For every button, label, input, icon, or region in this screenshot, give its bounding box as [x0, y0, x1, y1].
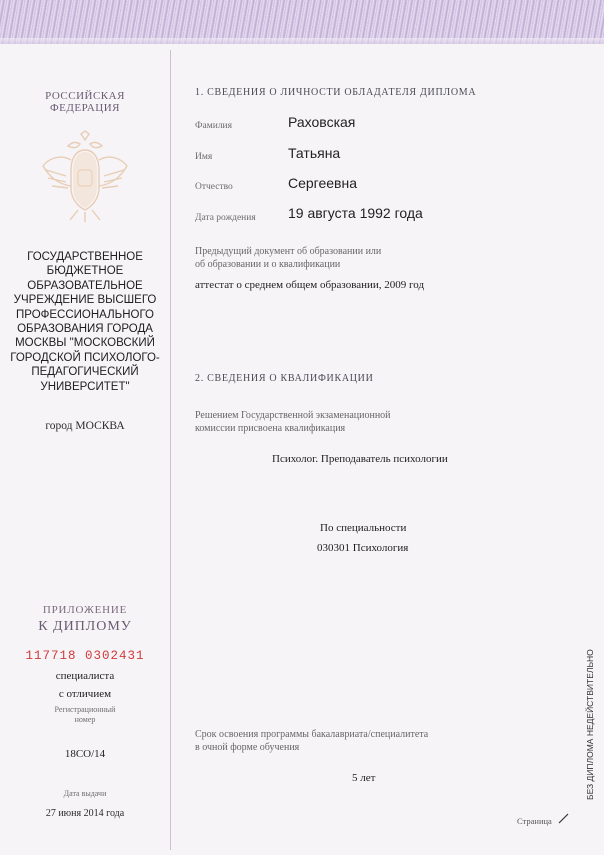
specialty-label: По специальности [320, 522, 407, 534]
issue-date: 27 июня 2014 года [45, 808, 125, 819]
page-label: Страница [517, 816, 552, 826]
patronymic-value: Сергеевна [288, 175, 358, 191]
previous-document-line-2: об образовании и о квалификации [195, 259, 341, 270]
patronymic-label: Отчество [195, 182, 233, 192]
appendix-title: ПРИЛОЖЕНИЕ [42, 604, 128, 616]
reg-label-line-1: Регистрационный [54, 705, 116, 714]
institution-line: ПЕДАГОГИЧЕСКИЙ [31, 366, 139, 379]
decision-line-2: комиссии присвоена квалификация [195, 423, 346, 434]
security-pattern-band [0, 0, 604, 44]
surname-label: Фамилия [195, 121, 233, 131]
section-1-title: 1. СВЕДЕНИЯ О ЛИЧНОСТИ ОБЛАДАТЕЛЯ ДИПЛОМА [195, 87, 477, 98]
institution-line: ОБРАЗОВАТЕЛЬНОЕ [27, 279, 143, 292]
institution-line: ПРОФЕССИОНАЛЬНОГО [16, 308, 154, 321]
institution-name [0, 250, 170, 394]
qualification-value: Психолог. Преподаватель психологии [272, 453, 448, 465]
country-name [0, 90, 170, 114]
section-2-title: 2. СВЕДЕНИЯ О КВАЛИФИКАЦИИ [195, 373, 374, 384]
diploma-number: 117718 0302431 [25, 649, 145, 663]
coat-of-arms-icon [38, 130, 132, 225]
name-label: Имя [195, 152, 213, 162]
institution-line: УНИВЕРСИТЕТ" [40, 380, 130, 393]
country-line-1: РОССИЙСКАЯ [45, 90, 125, 102]
specialty-value: 030301 Психология [317, 542, 409, 554]
duration-line-2: в очной форме обучения [195, 742, 300, 753]
study-duration-label [195, 728, 428, 754]
surname-value: Раховская [288, 114, 356, 130]
decision-line-1: Решением Государственной экзаменационной [195, 410, 391, 421]
degree-type: специалиста [55, 670, 115, 682]
reg-number-label [0, 705, 170, 725]
city: город МОСКВА [45, 420, 125, 432]
institution-line: УЧРЕЖДЕНИЕ ВЫСШЕГО [13, 294, 157, 307]
column-divider [170, 50, 171, 850]
reg-label-line-2: номер [74, 715, 96, 724]
commission-decision-label [195, 409, 391, 435]
duration-line-1: Срок освоения программы бакалавриата/специалитета [195, 729, 429, 740]
issue-date-label: Дата выдачи [63, 789, 107, 798]
institution-line: ГОРОДСКОЙ ПСИХОЛОГО- [10, 351, 160, 364]
previous-document-value: аттестат о среднем общем образовании, 2009 год [195, 279, 425, 291]
institution-line: МОСКВЫ "МОСКОВСКИЙ [15, 337, 155, 350]
institution-line: ГОСУДАРСТВЕННОЕ [27, 251, 143, 263]
country-line-2: ФЕДЕРАЦИЯ [49, 102, 120, 114]
name-value: Татьяна [288, 145, 341, 161]
reg-number: 18СО/14 [64, 748, 106, 760]
appendix-subtitle: К ДИПЛОМУ [38, 619, 132, 634]
study-duration-value: 5 лет [352, 772, 376, 784]
pen-mark-icon [558, 811, 570, 829]
birth-date-value: 19 августа 1992 года [288, 205, 423, 221]
institution-line: БЮДЖЕТНОЕ [46, 265, 124, 278]
honors: с отличием [58, 688, 112, 700]
validity-note: БЕЗ ДИПЛОМА НЕДЕЙСТВИТЕЛЬНО [585, 649, 595, 800]
previous-document-line-1: Предыдущий документ об образовании или [195, 246, 382, 257]
institution-line: ОБРАЗОВАНИЯ ГОРОДА [17, 323, 153, 336]
birth-date-label: Дата рождения [195, 213, 256, 223]
previous-document-label [195, 245, 381, 271]
